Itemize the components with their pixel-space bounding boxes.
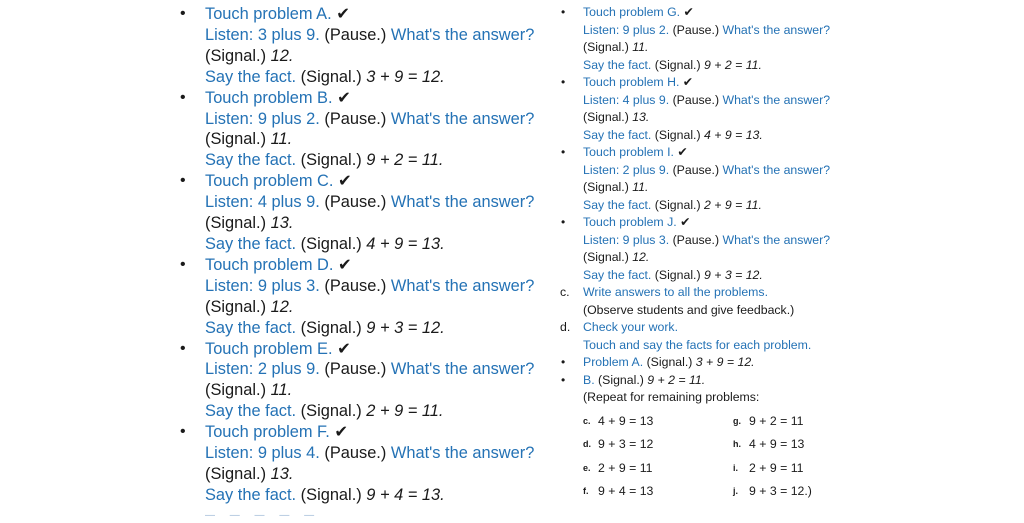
signal-text: (Signal.) (205, 381, 267, 400)
answer-letter: i. (733, 462, 739, 473)
checkmark-icon: ✔ (683, 5, 694, 19)
answer-letter: d. (583, 439, 591, 449)
step-c-text: Write answers to all the problems. (583, 285, 768, 299)
answer-text: 11. (632, 40, 649, 54)
step-c-letter: c. (560, 285, 570, 299)
answer-fact: 2 + 9 = 11 (749, 460, 804, 475)
checkmark-icon: ✔ (680, 215, 691, 229)
listen-text: Listen: 9 plus 2. (583, 22, 670, 37)
signal-line (560, 179, 880, 197)
checkmark-icon: ✔ (338, 255, 352, 274)
listen-text: Listen: 3 plus 9. (205, 25, 320, 44)
answer-letter: f. (583, 486, 589, 496)
answer-fact: 9 + 3 = 12 (598, 437, 654, 451)
pause-text: (Pause.) (324, 360, 387, 379)
bullet-dot: • (180, 255, 186, 273)
pause-text: (Pause.) (324, 109, 387, 128)
touch-line (560, 4, 880, 22)
bullet-dot: • (180, 339, 186, 357)
step-d-b1-label: Problem A. (583, 355, 644, 369)
fact-text: 3 + 9 = 12. (366, 67, 445, 86)
listen-line (560, 92, 880, 110)
step-c (560, 284, 880, 302)
step-d-b2-fact: 9 + 2 = 11. (647, 372, 706, 387)
listen-line (180, 25, 560, 46)
pause-text: (Pause.) (672, 22, 720, 37)
touch-line (180, 255, 560, 276)
touch-line (180, 422, 560, 443)
listen-line (180, 192, 560, 213)
answer-text: 13. (270, 214, 294, 233)
checkmark-icon: ✔ (338, 172, 352, 191)
pause-text: (Pause.) (324, 276, 387, 295)
step-d-b1-signal: (Signal.) (646, 355, 693, 369)
touch-text: Touch problem D. (205, 255, 334, 274)
fact-text: 9 + 3 = 12. (366, 318, 445, 337)
bullet-dot: • (180, 172, 186, 190)
touch-line (180, 339, 560, 360)
pause-text: (Pause.) (324, 444, 387, 463)
bullet-dot: • (561, 215, 566, 229)
touch-line (560, 144, 880, 162)
signal-text: (Signal.) (654, 197, 701, 212)
fact-text: 9 + 2 = 11. (366, 151, 444, 170)
listen-line (180, 359, 560, 380)
listen-text: Listen: 2 plus 9. (205, 360, 320, 379)
touch-text: Touch problem I. (583, 145, 674, 159)
fact-text: 2 + 9 = 11. (366, 402, 444, 421)
touch-line (180, 171, 560, 192)
question-text: What's the answer? (722, 92, 831, 107)
checkmark-icon: ✔ (337, 339, 351, 358)
say-line (180, 67, 560, 88)
pause-text: (Pause.) (324, 25, 387, 44)
signal-line (180, 213, 560, 234)
touch-text: Touch problem B. (205, 88, 333, 107)
answer-letter: e. (583, 462, 591, 473)
checkmark-icon: ✔ (337, 88, 351, 107)
signal-line (180, 297, 560, 318)
listen-line (560, 162, 880, 180)
answer-fact: 9 + 4 = 13 (598, 484, 654, 498)
step-d-b2-signal: (Signal.) (598, 372, 644, 387)
listen-line (180, 276, 560, 297)
touch-line (180, 4, 560, 25)
signal-text: (Signal.) (583, 110, 629, 124)
say-text: Say the fact. (205, 67, 297, 86)
answer-letter: g. (733, 415, 741, 426)
right-column (560, 4, 880, 504)
touch-line (560, 214, 880, 232)
touch-text: Touch problem A. (205, 5, 332, 23)
listen-line (560, 22, 880, 40)
answer-row (583, 433, 880, 457)
say-text: Say the fact. (205, 402, 297, 421)
checkmark-icon: ✔ (336, 5, 350, 23)
signal-text: (Signal.) (300, 234, 362, 253)
right-problem (560, 74, 880, 144)
checkmark-icon: ✔ (334, 423, 349, 442)
listen-text: Listen: 9 plus 4. (205, 444, 320, 463)
checkmark-icon: ✔ (677, 145, 688, 159)
touch-text: Touch problem H. (583, 75, 680, 89)
answer-letter: c. (583, 415, 591, 426)
answer-fact: 9 + 2 = 11 (749, 413, 804, 428)
listen-text: Listen: 9 plus 2. (205, 109, 320, 128)
fact-text: 4 + 9 = 13. (704, 127, 763, 142)
listen-line (180, 109, 560, 130)
left-problem (180, 339, 560, 423)
bullet-dot: • (561, 5, 566, 19)
signal-text: (Signal.) (583, 250, 629, 264)
step-d-b1-fact: 3 + 9 = 12. (695, 355, 755, 369)
say-text: Say the fact. (205, 151, 297, 170)
question-text: What's the answer? (390, 193, 535, 212)
left-problem (180, 4, 560, 88)
signal-line (560, 39, 880, 57)
bullet-dot: • (180, 423, 186, 441)
answer-text: 12. (632, 250, 650, 264)
cut-off-text: — — — — — (205, 510, 321, 521)
touch-line (180, 88, 560, 109)
answer-fact: 4 + 9 = 13 (598, 413, 654, 428)
right-problem (560, 214, 880, 284)
signal-line (560, 249, 880, 267)
signal-text: (Signal.) (300, 318, 362, 337)
bullet-dot: • (180, 88, 186, 106)
listen-line (560, 232, 880, 250)
fact-text: 9 + 2 = 11. (704, 57, 762, 72)
left-problem (180, 422, 560, 506)
signal-text: (Signal.) (654, 127, 701, 142)
answer-text: 13. (632, 110, 650, 124)
listen-text: Listen: 9 plus 3. (205, 276, 320, 295)
step-d-bullet-2 (560, 372, 880, 390)
bullet-dot: • (561, 75, 566, 89)
left-problem (180, 171, 560, 255)
answer-grid (560, 410, 880, 504)
signal-text: (Signal.) (300, 402, 362, 421)
say-line (180, 401, 560, 422)
question-text: What's the answer? (722, 232, 831, 247)
answer-row (583, 410, 880, 434)
left-problem (180, 255, 560, 339)
question-text: What's the answer? (722, 22, 831, 37)
answer-text: 11. (632, 180, 649, 194)
signal-text: (Signal.) (300, 151, 362, 170)
signal-text: (Signal.) (300, 67, 362, 86)
answer-letter: h. (733, 439, 741, 449)
bullet-dot: • (561, 355, 566, 369)
question-text: What's the answer? (390, 360, 535, 379)
touch-text: Touch problem J. (583, 215, 677, 229)
signal-text: (Signal.) (654, 57, 701, 72)
step-d-repeat: (Repeat for remaining problems: (583, 390, 760, 404)
step-c-note: (Observe students and give feedback.) (583, 302, 795, 317)
listen-text: Listen: 4 plus 9. (583, 92, 670, 107)
touch-text: Touch problem G. (583, 5, 681, 19)
question-text: What's the answer? (390, 25, 535, 44)
touch-text: Touch problem F. (205, 423, 330, 442)
signal-line (180, 464, 560, 485)
fact-text: 4 + 9 = 13. (366, 234, 445, 253)
signal-text: (Signal.) (583, 40, 629, 54)
checkmark-icon: ✔ (682, 75, 694, 89)
say-line (560, 197, 880, 215)
answer-fact: 2 + 9 = 11 (598, 460, 653, 475)
say-text: Say the fact. (205, 485, 297, 504)
left-problem (180, 88, 560, 172)
listen-text: Listen: 9 plus 3. (583, 232, 670, 247)
say-line (560, 267, 880, 285)
answer-text: 11. (270, 130, 293, 149)
step-d-bullet-1 (560, 354, 880, 372)
touch-text: Touch problem C. (205, 172, 334, 191)
right-items (560, 4, 880, 284)
say-text: Say the fact. (583, 127, 652, 142)
answer-text: 13. (270, 464, 294, 483)
bullet-dot: • (180, 5, 186, 22)
answer-fact: 9 + 3 = 12.) (749, 484, 812, 498)
say-text: Say the fact. (583, 57, 652, 72)
say-line (180, 234, 560, 255)
bullet-dot: • (561, 145, 566, 159)
pause-text: (Pause.) (324, 193, 387, 212)
question-text: What's the answer? (390, 109, 535, 128)
signal-text: (Signal.) (205, 130, 267, 149)
say-line (180, 150, 560, 171)
listen-text: Listen: 2 plus 9. (583, 162, 670, 177)
step-d-b2-label: B. (583, 372, 595, 387)
signal-line (560, 109, 880, 127)
listen-text: Listen: 4 plus 9. (205, 193, 320, 212)
say-line (180, 318, 560, 339)
step-d-sub: Touch and say the facts for each problem. (583, 337, 812, 352)
listen-line (180, 443, 560, 464)
answer-letter: j. (733, 486, 739, 496)
answer-text: 11. (270, 381, 293, 400)
signal-text: (Signal.) (205, 46, 267, 65)
question-text: What's the answer? (722, 162, 831, 177)
signal-text: (Signal.) (654, 267, 701, 282)
question-text: What's the answer? (390, 276, 535, 295)
signal-text: (Signal.) (583, 180, 629, 194)
signal-line (180, 380, 560, 401)
step-d-text: Check your work. (583, 320, 678, 334)
answer-row (583, 457, 880, 481)
answer-text: 12. (270, 297, 294, 316)
touch-text: Touch problem E. (205, 339, 333, 358)
right-problem (560, 144, 880, 214)
touch-line (560, 74, 880, 92)
question-text: What's the answer? (390, 444, 535, 463)
right-problem (560, 4, 880, 74)
answer-fact: 4 + 9 = 13 (749, 437, 805, 451)
say-text: Say the fact. (583, 197, 652, 212)
pause-text: (Pause.) (672, 162, 720, 177)
signal-line (180, 46, 560, 67)
say-text: Say the fact. (205, 318, 297, 337)
say-line (560, 57, 880, 75)
step-d (560, 319, 880, 337)
fact-text: 2 + 9 = 11. (704, 197, 762, 212)
pause-text: (Pause.) (672, 232, 720, 247)
left-column (180, 4, 560, 506)
step-d-letter: d. (560, 320, 571, 334)
bullet-dot: • (561, 372, 566, 387)
fact-text: 9 + 3 = 12. (704, 267, 763, 282)
fact-text: 9 + 4 = 13. (366, 485, 445, 504)
answer-row (583, 480, 880, 504)
say-text: Say the fact. (205, 234, 297, 253)
say-line (560, 127, 880, 145)
signal-text: (Signal.) (205, 297, 267, 316)
say-line (180, 485, 560, 506)
signal-text: (Signal.) (205, 464, 267, 483)
signal-text: (Signal.) (300, 485, 362, 504)
pause-text: (Pause.) (672, 92, 720, 107)
say-text: Say the fact. (583, 267, 652, 282)
signal-line (180, 129, 560, 150)
answer-text: 12. (270, 46, 294, 65)
signal-text: (Signal.) (205, 214, 267, 233)
